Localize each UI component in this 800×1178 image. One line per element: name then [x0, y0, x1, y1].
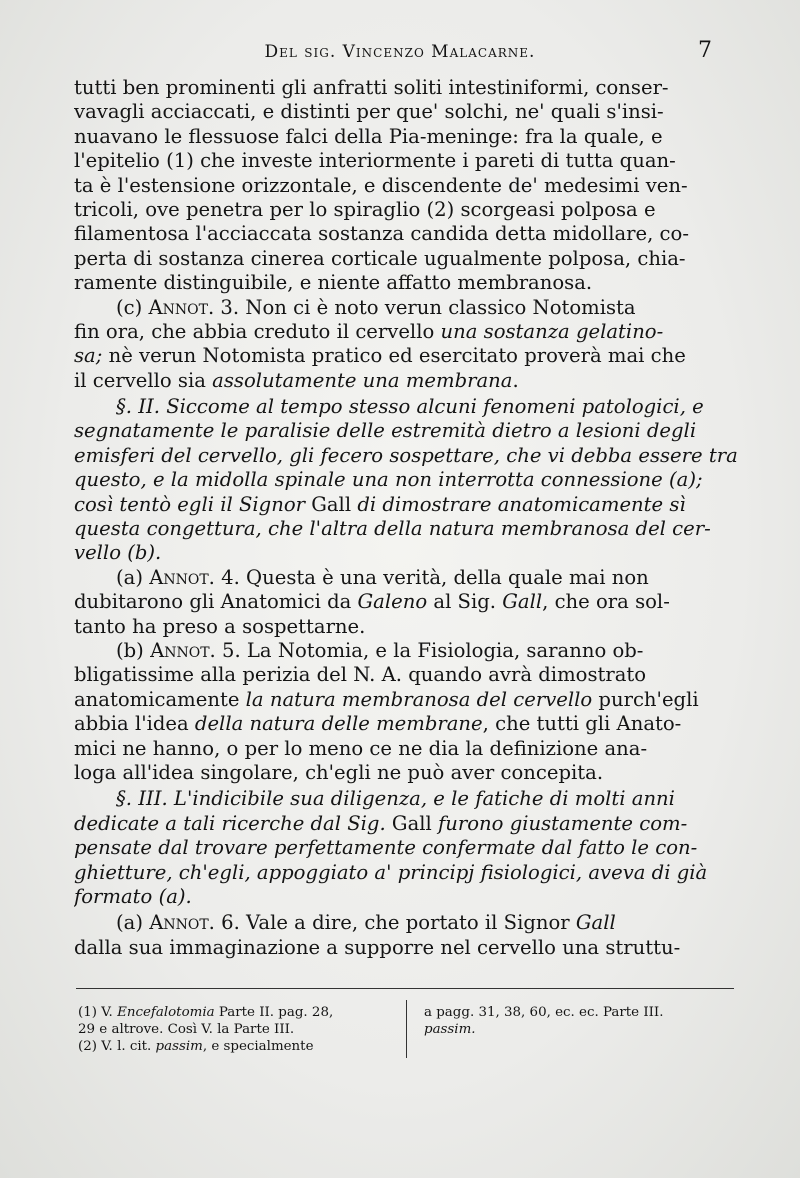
section-2-heading-line: §. II. Siccome al tempo stesso alcuni fenomeni patologici, e — [116, 395, 704, 419]
body-line: nuavano le flessuose falci della Pia-meninge: fra la quale, e — [74, 124, 663, 148]
annotation-4-line: dubitarono gli Anatomici da Galeno al Sig. Gall, che ora sol- — [74, 590, 670, 614]
footnote-line: (2) V. l. cit. passim , e specialmente — [78, 1039, 314, 1054]
footnote-rule — [76, 988, 734, 989]
body-line: ta è l'estensione orizzontale, e discendente de' medesimi ven- — [74, 173, 688, 197]
footnotes-left — [78, 1004, 396, 1055]
running-head: Del sig. Vincenzo Malacarne. — [264, 42, 536, 62]
footnote-divider — [406, 1000, 407, 1058]
annot-tag: Annot. — [148, 295, 215, 319]
annotation-5: (b) Annot. 5. La Notomia, e la Fisiologia, saranno ob- — [116, 638, 644, 662]
main-text — [74, 76, 740, 960]
footnote-line: passim. — [424, 1022, 476, 1037]
section-3-line: ghietture, ch'egli, appoggiato a' principj fisiologici, aveva di già — [74, 860, 708, 884]
annotation-6: (a) Annot. 6. Vale a dire, che portato il Signor Gall — [116, 911, 616, 935]
annotation-6-line: dalla sua immaginazione a supporre nel cervello una struttu- — [74, 935, 681, 959]
body-line: tutti ben prominenti gli anfratti soliti intestiniformi, conser- — [74, 76, 669, 99]
annot-tag: Annot. — [149, 565, 215, 589]
body-line: tricoli, ove penetra per lo spiraglio (2) scorgeasi polposa e — [74, 197, 656, 221]
section-3-line: formato (a). — [74, 884, 192, 908]
footnote-line: (1) V. Encefalotomia Parte II. pag. 28, — [78, 1005, 334, 1020]
section-2-line: emisferi del cervello, gli fecero sospettare, che vi debba essere tra — [74, 443, 738, 467]
annotation-5-line: loga all'idea singolare, ch'egli ne può aver concepita. — [74, 760, 604, 784]
body-line: ramente distinguibile, e niente affatto membranosa. — [74, 271, 593, 295]
annotation-5-line: abbia l'idea della natura delle membrane, che tutti gli Anato- — [74, 712, 682, 736]
section-3-line: dedicate a tali ricerche dal Sig. Gall furono giustamente com- — [74, 811, 688, 835]
annotation-5-line: anatomicamente la natura membranosa del cervello purch'egli — [74, 687, 699, 711]
section-3-line: pensate dal trovare perfettamente confermate dal fatto le con- — [74, 836, 698, 860]
annotation-5-line: bligatissime alla perizia del N. A. quando avrà dimostrato — [74, 663, 647, 687]
annotation-3-line: il cervello sia assolutamente una membrana . — [74, 368, 519, 392]
section-2-line: questa congettura, che l'altra della natura membranosa del cer- — [74, 517, 711, 541]
annotation-5-line: mici ne hanno, o per lo meno ce ne dia la definizione ana- — [74, 736, 648, 760]
annot-tag: Annot. — [150, 638, 216, 662]
body-line: perta di sostanza cinerea corticale ugualmente polposa, chia- — [74, 246, 686, 270]
annotation-3: (c) Annot. 3. Non ci è noto verun classico Notomista — [116, 295, 636, 319]
annotation-4: (a) Annot. 4. Questa è una verità, della quale mai non — [116, 565, 649, 589]
body-line: l'epitelio (1) che investe interiormente i pareti di tutta quan- — [74, 149, 676, 173]
footnotes-right — [424, 1004, 738, 1038]
section-2-line: così tentò egli il Signor Gall di dimostrare anatomicamente sì — [74, 492, 686, 516]
annotation-3-line: fin ora, che abbia creduto il cervello una sostanza gelatino- — [74, 319, 664, 343]
body-line: filamentosa l'acciaccata sostanza candida detta midollare, co- — [74, 222, 689, 246]
body-line: vavagli acciaccati, e distinti per que' solchi, ne' quali s'insi- — [74, 100, 664, 124]
section-3-heading-line: §. III. L'indicibile sua diligenza, e le fatiche di molti anni — [116, 787, 675, 811]
footnote-line: 29 e altrove. Così V. la Parte III. — [78, 1022, 295, 1037]
section-2-line: vello (b). — [74, 541, 162, 565]
annotation-3-line: sa; nè verun Notomista pratico ed esercitato proverà mai che — [74, 344, 686, 368]
section-2-line: questo, e la midolla spinale una non interrotta connessione (a); — [74, 468, 703, 492]
section-2-line: segnatamente le paralisie delle estremità dietro a lesioni degli — [74, 419, 697, 443]
footnote-line: a pagg. 31, 38, 60, ec. ec. Parte III. — [424, 1005, 664, 1020]
annotation-4-line: tanto ha preso a sospettarne. — [74, 614, 366, 638]
page-number: 7 — [698, 38, 712, 63]
annot-tag: Annot. — [149, 911, 215, 935]
